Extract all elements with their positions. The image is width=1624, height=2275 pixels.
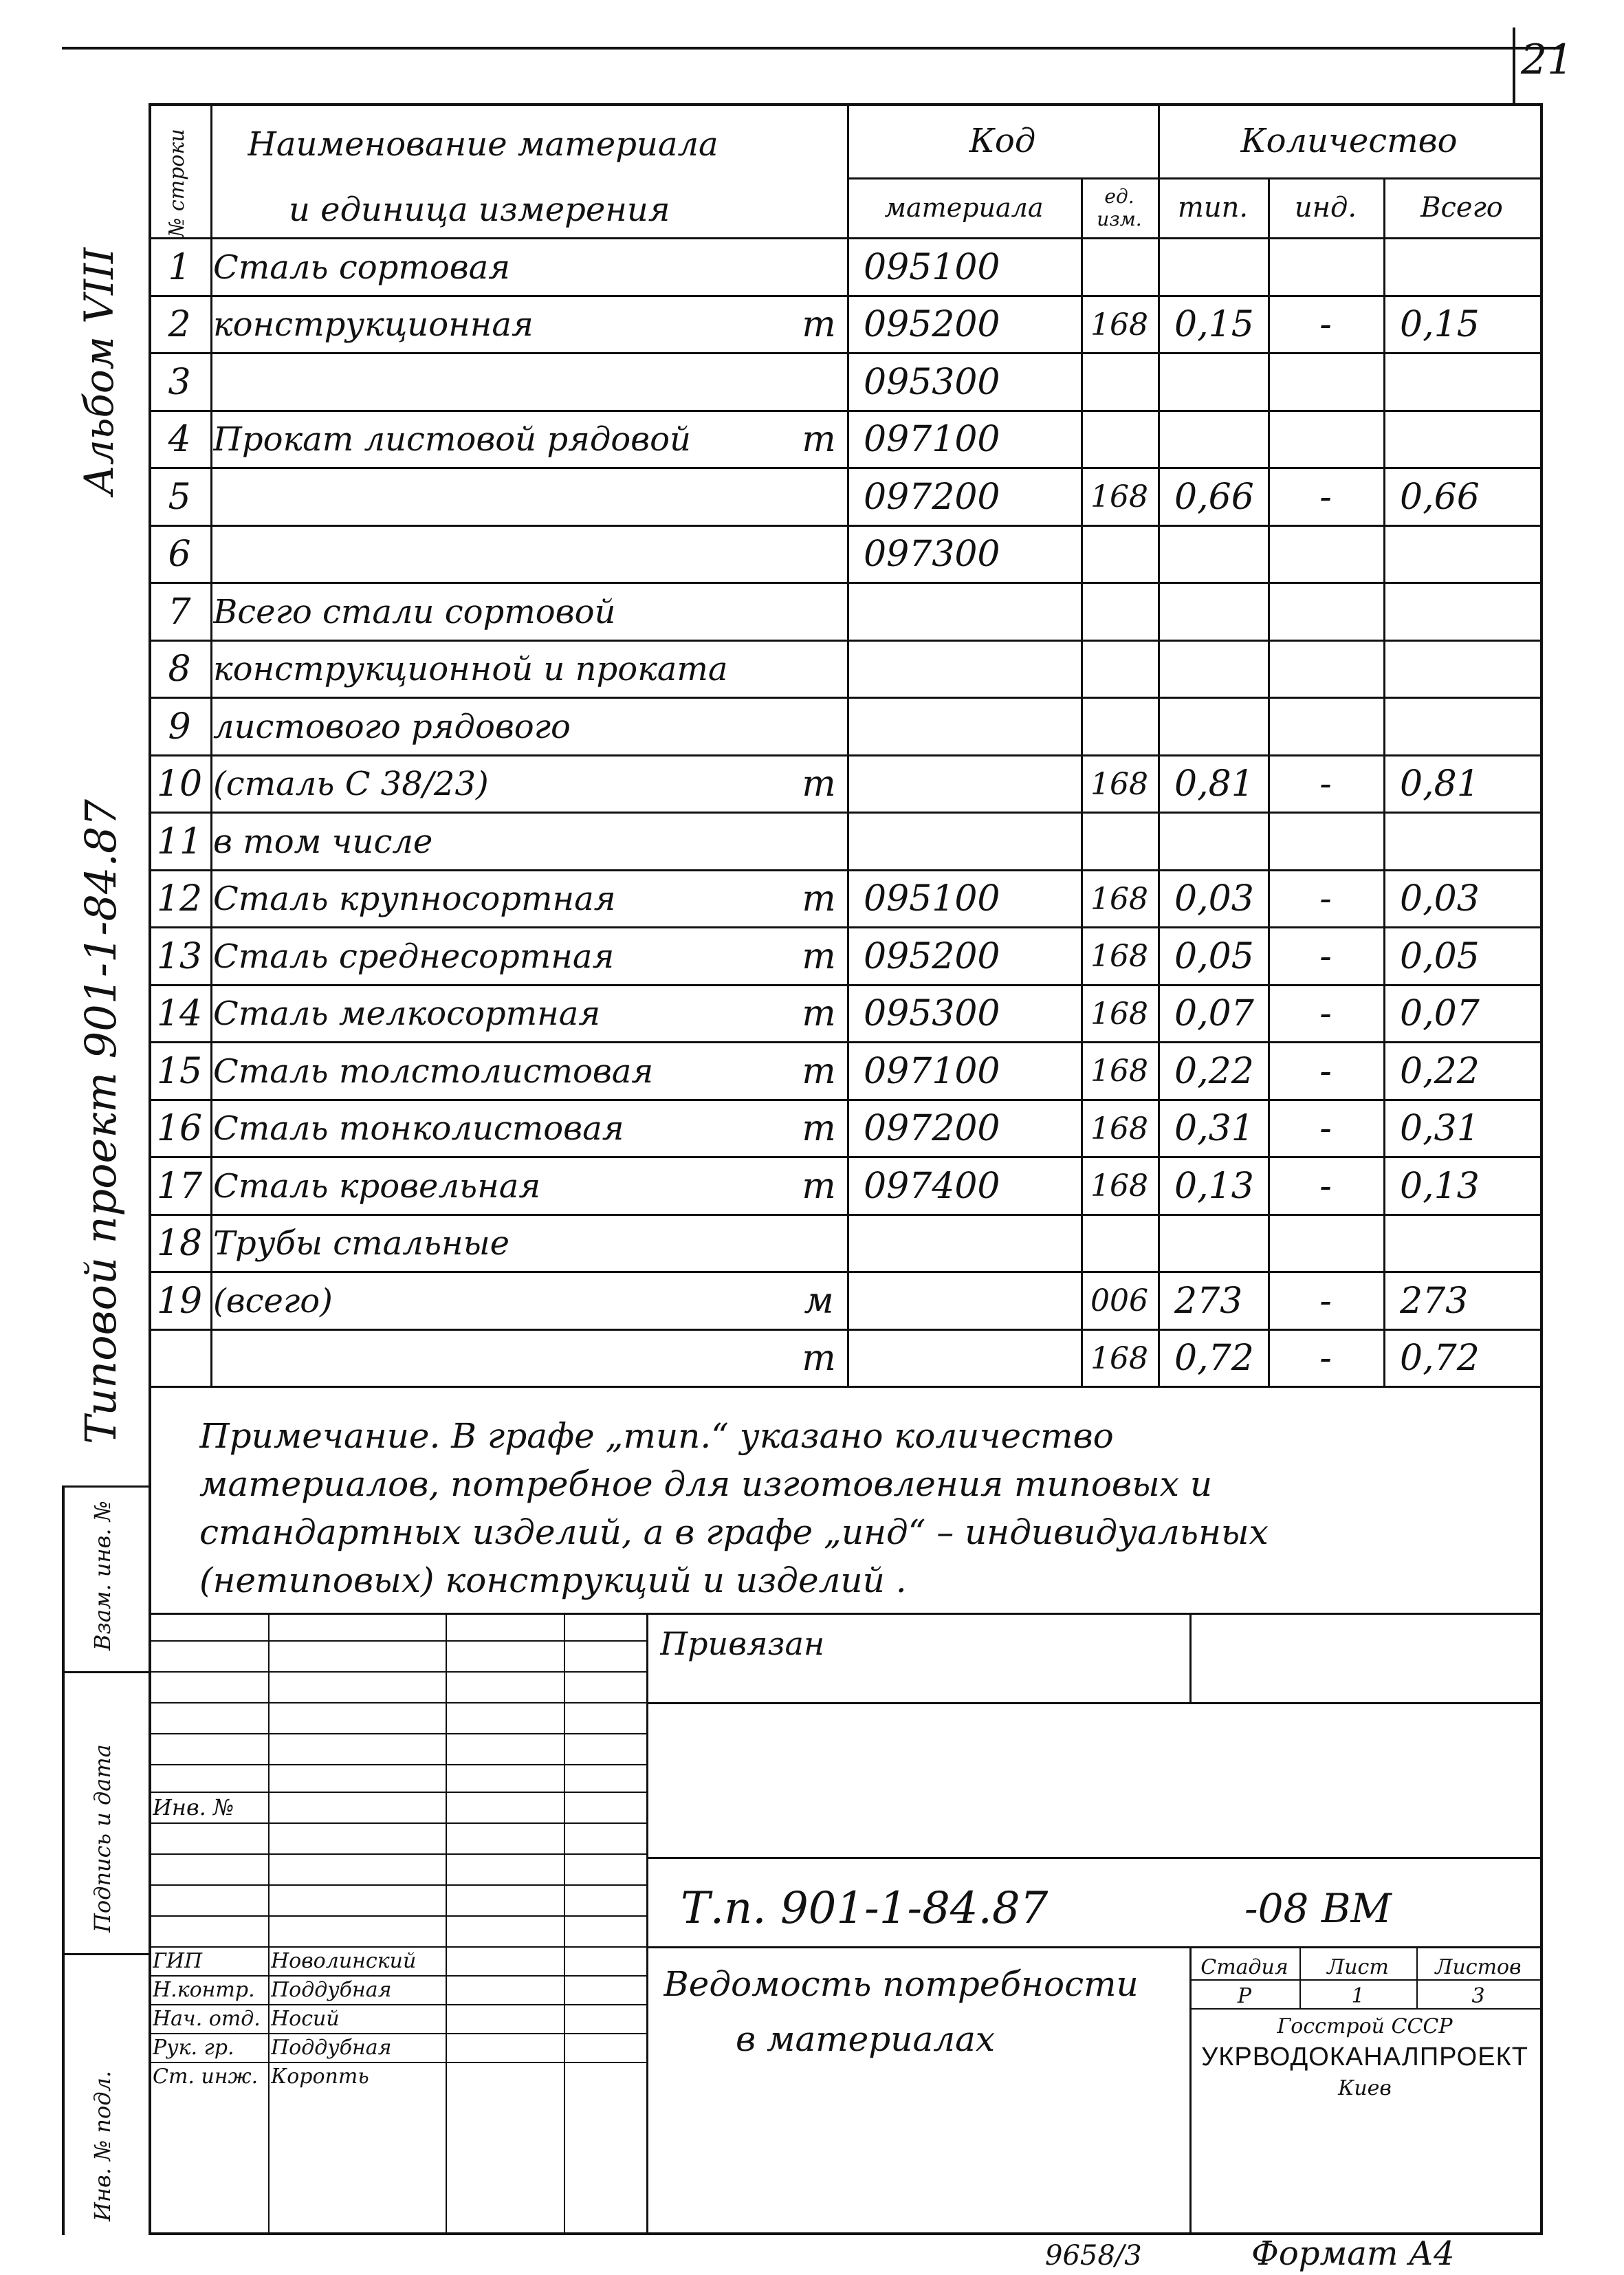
title-block-line bbox=[149, 1640, 646, 1642]
grid-hline-row bbox=[149, 1099, 1540, 1101]
frame-right-line bbox=[1540, 103, 1543, 2235]
cell-name bbox=[213, 1333, 791, 1385]
grid-hline-row bbox=[149, 525, 1540, 527]
cell-ind bbox=[1268, 586, 1383, 638]
cell-u: т bbox=[802, 419, 836, 461]
cell-ed bbox=[1081, 414, 1158, 466]
cell-ind bbox=[1268, 701, 1383, 753]
cell-n: 5 bbox=[168, 476, 191, 518]
title-block-line bbox=[149, 1822, 646, 1824]
cell-code: 095300 bbox=[864, 361, 1000, 403]
tb-doc-code: Т.п. 901-1-84.87 bbox=[681, 1883, 1049, 1934]
cell-typ: 0,13 bbox=[1174, 1165, 1254, 1207]
cell-ed bbox=[1081, 356, 1158, 409]
header-row-no: № строки bbox=[165, 129, 189, 237]
cell-n: 7 bbox=[168, 591, 191, 633]
cell-ed bbox=[1081, 529, 1158, 581]
tb-role: Н.контр. bbox=[153, 1977, 255, 2002]
grid-hline-row bbox=[149, 869, 1540, 871]
cell-ed bbox=[1081, 1218, 1158, 1270]
cell-name: Сталь кровельная bbox=[213, 1166, 541, 1206]
cell-n: 10 bbox=[156, 763, 203, 805]
cell-code: 097100 bbox=[864, 1050, 1000, 1092]
cell-ind bbox=[1268, 1218, 1383, 1270]
cell-n: 13 bbox=[156, 935, 203, 977]
cell-u bbox=[791, 1218, 847, 1270]
title-block-line bbox=[149, 1733, 646, 1734]
cell-u bbox=[791, 241, 847, 294]
cell-typ: 0,31 bbox=[1174, 1108, 1254, 1150]
tb-doc-title-2: в материалах bbox=[736, 2019, 996, 2059]
grid-hline-row bbox=[149, 410, 1540, 412]
cell-total: 0,03 bbox=[1400, 878, 1480, 920]
cell-total: 0,66 bbox=[1400, 476, 1480, 518]
cell-total bbox=[1400, 241, 1540, 294]
cell-n: 8 bbox=[168, 649, 191, 690]
title-block-line bbox=[268, 1613, 270, 2232]
title-block-line bbox=[149, 1702, 646, 1703]
tb-name: Носий bbox=[271, 2006, 340, 2031]
album-label: Альбом VIII bbox=[76, 248, 122, 495]
grid-hline-row bbox=[149, 1041, 1540, 1043]
cell-total: 0,13 bbox=[1400, 1165, 1480, 1207]
title-block-line bbox=[149, 1671, 646, 1673]
cell-u bbox=[791, 644, 847, 696]
cell-code: 097300 bbox=[864, 534, 1000, 576]
cell-u: т bbox=[802, 935, 836, 977]
cell-typ bbox=[1174, 644, 1268, 696]
cell-code: 095100 bbox=[864, 878, 1000, 920]
footer-format: Формат А4 bbox=[1251, 2235, 1455, 2272]
cell-n: 17 bbox=[156, 1165, 203, 1207]
cell-code: 095300 bbox=[864, 993, 1000, 1035]
note-line-2: материалов, потребное для изготовления типовых и bbox=[199, 1464, 1213, 1504]
cell-ind: - bbox=[1319, 1280, 1332, 1322]
title-block-line bbox=[149, 1915, 646, 1917]
grid-hline-row bbox=[149, 697, 1540, 699]
cell-name bbox=[213, 471, 791, 523]
cell-ind bbox=[1268, 356, 1383, 409]
cell-ind: - bbox=[1319, 476, 1332, 518]
tb-role: Рук. гр. bbox=[153, 2035, 234, 2060]
cell-typ: 0,66 bbox=[1174, 476, 1254, 518]
tb-sheets-label: Листов bbox=[1435, 1955, 1522, 1979]
cell-ed: 168 bbox=[1090, 307, 1148, 342]
tb-org-2: УКРВОДОКАНАЛПРОЕКТ bbox=[1201, 2043, 1528, 2071]
cell-typ: 0,03 bbox=[1174, 878, 1254, 920]
title-block-line bbox=[149, 1613, 1540, 1615]
title-block-line bbox=[149, 1884, 646, 1886]
cell-total: 0,07 bbox=[1400, 993, 1480, 1035]
grid-hline-row bbox=[149, 1271, 1540, 1273]
cell-typ bbox=[1174, 586, 1268, 638]
cell-ind: - bbox=[1319, 1050, 1332, 1092]
cell-total bbox=[1400, 414, 1540, 466]
cell-ed: 168 bbox=[1090, 939, 1148, 975]
tb-stage: Р bbox=[1237, 1983, 1252, 2008]
tb-org-1: Госстрой СССР bbox=[1277, 2014, 1453, 2038]
side-stamp-sep3 bbox=[62, 1953, 151, 1955]
header-total: Всего bbox=[1420, 192, 1503, 224]
cell-ind: - bbox=[1319, 1165, 1332, 1207]
header-quantity: Количество bbox=[1240, 122, 1458, 160]
cell-total bbox=[1400, 701, 1540, 753]
cell-typ: 0,72 bbox=[1174, 1338, 1254, 1380]
title-block-line bbox=[646, 1857, 1540, 1859]
cell-ed: 168 bbox=[1090, 1340, 1148, 1376]
grid-hline-header bbox=[847, 177, 1540, 179]
cell-name: конструкционная bbox=[213, 305, 534, 345]
cell-typ bbox=[1174, 529, 1268, 581]
cell-code bbox=[864, 644, 1081, 696]
cell-total bbox=[1400, 1218, 1540, 1270]
cell-n: 3 bbox=[168, 361, 191, 403]
tb-doc-suffix: -08 ВМ bbox=[1244, 1885, 1392, 1932]
title-block-line bbox=[646, 1946, 1540, 1948]
side-stamp-inv: Инв. № подл. bbox=[89, 2070, 116, 2221]
cell-u: т bbox=[802, 1050, 836, 1092]
tb-privyazan: Привязан bbox=[660, 1625, 825, 1662]
grid-hline-row bbox=[149, 582, 1540, 584]
cell-n: 19 bbox=[156, 1280, 203, 1322]
cell-n bbox=[149, 1333, 210, 1385]
side-stamp-podpis: Подпись и дата bbox=[89, 1744, 116, 1933]
grid-hline-row bbox=[149, 1156, 1540, 1158]
cell-n: 9 bbox=[168, 706, 191, 748]
tb-name: Коропть bbox=[271, 2064, 369, 2089]
cell-n: 14 bbox=[156, 993, 203, 1035]
grid-hline-row bbox=[149, 467, 1540, 469]
cell-name: (всего) bbox=[213, 1281, 333, 1320]
cell-u: т bbox=[802, 993, 836, 1035]
side-stamp-left bbox=[62, 1485, 65, 2235]
page-number: 21 bbox=[1521, 36, 1574, 84]
cell-name: листового рядового bbox=[213, 707, 571, 746]
cell-name bbox=[213, 356, 791, 409]
tb-name: Новолинский bbox=[271, 1948, 417, 1973]
cell-name: Прокат листовой рядовой bbox=[213, 420, 691, 459]
cell-ind: - bbox=[1319, 1338, 1332, 1380]
cell-name: в том числе bbox=[213, 822, 433, 861]
grid-hline-header-bottom bbox=[149, 237, 1540, 239]
cell-ed: 168 bbox=[1090, 996, 1148, 1032]
cell-ind: - bbox=[1319, 935, 1332, 977]
cell-n: 2 bbox=[168, 304, 191, 346]
cell-typ: 0,15 bbox=[1174, 304, 1254, 346]
header-name-line1: Наименование материала bbox=[248, 125, 718, 164]
side-stamp-sep1 bbox=[62, 1485, 151, 1488]
cell-code bbox=[864, 1218, 1081, 1270]
grid-hline-row bbox=[149, 1386, 1540, 1388]
cell-code: 097100 bbox=[864, 419, 1000, 461]
cell-u: т bbox=[802, 304, 836, 346]
header-typ: тип. bbox=[1177, 192, 1249, 224]
note-line-4: (нетиповых) конструкций и изделий . bbox=[199, 1560, 907, 1600]
cell-total: 0,81 bbox=[1400, 763, 1480, 805]
cell-code: 097200 bbox=[864, 476, 1000, 518]
cell-ind bbox=[1268, 414, 1383, 466]
cell-ed: 168 bbox=[1090, 1168, 1148, 1204]
cell-n: 11 bbox=[156, 820, 203, 862]
cell-code bbox=[864, 586, 1081, 638]
cell-n: 15 bbox=[156, 1050, 203, 1092]
cell-name: Трубы стальные bbox=[213, 1224, 510, 1263]
title-block-line bbox=[646, 1702, 1540, 1704]
cell-ed: 168 bbox=[1090, 881, 1148, 917]
cell-typ: 273 bbox=[1174, 1280, 1243, 1322]
cell-ind bbox=[1268, 241, 1383, 294]
cell-name bbox=[213, 529, 791, 581]
cell-code bbox=[864, 701, 1081, 753]
tb-stage-label: Стадия bbox=[1200, 1955, 1288, 1979]
header-material: материала bbox=[884, 193, 1044, 223]
header-code: Код bbox=[969, 122, 1036, 160]
side-stamp-vzam: Взам. инв. № bbox=[89, 1501, 116, 1651]
cell-u bbox=[791, 586, 847, 638]
cell-code bbox=[864, 1333, 1081, 1385]
cell-ed bbox=[1081, 701, 1158, 753]
cell-code bbox=[864, 1275, 1081, 1327]
cell-typ bbox=[1174, 414, 1268, 466]
cell-typ bbox=[1174, 816, 1268, 868]
grid-hline-row bbox=[149, 754, 1540, 756]
cell-code bbox=[864, 759, 1081, 811]
tb-inv-no: Инв. № bbox=[153, 1794, 234, 1820]
grid-hline-row bbox=[149, 352, 1540, 354]
cell-total: 0,22 bbox=[1400, 1050, 1480, 1092]
cell-name: Всего стали сортовой bbox=[213, 592, 616, 631]
top-border-line bbox=[62, 47, 1561, 50]
cell-total bbox=[1400, 644, 1540, 696]
cell-u bbox=[791, 701, 847, 753]
cell-ed: 168 bbox=[1090, 1111, 1148, 1146]
cell-total bbox=[1400, 586, 1540, 638]
tb-sheet: 1 bbox=[1351, 1983, 1365, 2008]
cell-typ: 0,22 bbox=[1174, 1050, 1254, 1092]
note-line-1: Примечание. В графе „тип.“ указано количество bbox=[199, 1416, 1114, 1456]
cell-u bbox=[791, 356, 847, 409]
cell-total bbox=[1400, 816, 1540, 868]
title-block-line bbox=[1189, 1613, 1192, 1702]
tb-doc-title-1: Ведомость потребности bbox=[663, 1964, 1139, 2004]
grid-hline-row bbox=[149, 640, 1540, 642]
header-ind: инд. bbox=[1294, 192, 1357, 224]
footer-number: 9658/3 bbox=[1045, 2240, 1142, 2272]
cell-ed bbox=[1081, 816, 1158, 868]
title-block-line bbox=[149, 1764, 646, 1765]
tb-name: Поддубная bbox=[271, 1977, 392, 2002]
cell-typ: 0,81 bbox=[1174, 763, 1254, 805]
cell-u: т bbox=[802, 1108, 836, 1150]
cell-u: м bbox=[804, 1280, 834, 1322]
cell-ed: 168 bbox=[1090, 479, 1148, 515]
cell-ind bbox=[1268, 816, 1383, 868]
cell-n: 16 bbox=[156, 1108, 203, 1150]
cell-ind: - bbox=[1319, 993, 1332, 1035]
cell-ind bbox=[1268, 644, 1383, 696]
tb-role: ГИП bbox=[153, 1948, 203, 1973]
cell-total: 0,15 bbox=[1400, 304, 1480, 346]
title-block-line bbox=[446, 1613, 447, 2232]
grid-vline bbox=[1383, 177, 1385, 1386]
cell-name: Сталь тонколистовая bbox=[213, 1109, 624, 1149]
cell-ed: 168 bbox=[1090, 1054, 1148, 1089]
cell-ed: 006 bbox=[1090, 1283, 1148, 1319]
header-unit: ед. изм. bbox=[1097, 185, 1142, 230]
cell-n: 1 bbox=[168, 246, 191, 288]
page-number-box-left bbox=[1513, 28, 1515, 103]
cell-typ: 0,05 bbox=[1174, 935, 1254, 977]
grid-hline-row bbox=[149, 295, 1540, 297]
grid-hline-row bbox=[149, 812, 1540, 814]
cell-typ: 0,07 bbox=[1174, 993, 1254, 1035]
grid-hline-row bbox=[149, 984, 1540, 986]
cell-n: 18 bbox=[156, 1223, 203, 1265]
cell-u bbox=[791, 529, 847, 581]
title-block-line bbox=[646, 1613, 648, 2235]
header-name-line2: и единица измерения bbox=[289, 191, 670, 229]
cell-total: 0,31 bbox=[1400, 1108, 1480, 1150]
cell-u: т bbox=[802, 1165, 836, 1207]
side-stamp-sep2 bbox=[62, 1671, 151, 1673]
cell-ind: - bbox=[1319, 763, 1332, 805]
cell-u bbox=[791, 816, 847, 868]
cell-ed bbox=[1081, 644, 1158, 696]
cell-u: т bbox=[802, 878, 836, 920]
cell-total bbox=[1400, 529, 1540, 581]
tb-org-3: Киев bbox=[1338, 2076, 1392, 2100]
frame-top-line bbox=[149, 103, 1543, 106]
cell-name: Сталь толстолистовая bbox=[213, 1052, 654, 1091]
cell-u: т bbox=[802, 763, 836, 805]
cell-name: Сталь мелкосортная bbox=[213, 994, 601, 1034]
cell-n: 6 bbox=[168, 534, 191, 576]
cell-name: Сталь крупносортная bbox=[213, 880, 616, 919]
cell-ind bbox=[1268, 529, 1383, 581]
cell-name: (сталь С 38/23) bbox=[213, 765, 489, 804]
cell-code: 097200 bbox=[864, 1108, 1000, 1150]
cell-code: 097400 bbox=[864, 1165, 1000, 1207]
cell-n: 4 bbox=[168, 419, 191, 461]
cell-total: 273 bbox=[1400, 1280, 1469, 1322]
cell-code bbox=[864, 816, 1081, 868]
cell-ind: - bbox=[1319, 1108, 1332, 1150]
cell-ed bbox=[1081, 586, 1158, 638]
cell-ed: 168 bbox=[1090, 766, 1148, 802]
cell-n: 12 bbox=[156, 878, 203, 920]
cell-total: 0,72 bbox=[1400, 1338, 1480, 1380]
tb-role: Ст. инж. bbox=[153, 2064, 259, 2089]
cell-total bbox=[1400, 356, 1540, 409]
tb-sheets: 3 bbox=[1471, 1983, 1485, 2008]
cell-ed bbox=[1081, 241, 1158, 294]
grid-hline-row bbox=[149, 1329, 1540, 1331]
cell-u: т bbox=[802, 1338, 836, 1380]
title-block-line bbox=[564, 1613, 565, 2232]
project-title-vertical: Типовой проект 901-1-84.87 bbox=[76, 799, 126, 1444]
cell-typ bbox=[1174, 701, 1268, 753]
cell-ind: - bbox=[1319, 304, 1332, 346]
tb-sheet-label: Лист bbox=[1327, 1955, 1389, 1979]
cell-name: конструкционной и проката bbox=[213, 650, 728, 689]
cell-name: Сталь среднесортная bbox=[213, 937, 615, 976]
cell-typ bbox=[1174, 356, 1268, 409]
cell-u bbox=[791, 471, 847, 523]
cell-typ bbox=[1174, 1218, 1268, 1270]
cell-name: Сталь сортовая bbox=[213, 248, 511, 287]
note-line-3: стандартных изделий, а в графе „инд“ – индивидуальных bbox=[199, 1512, 1269, 1552]
cell-total: 0,05 bbox=[1400, 935, 1480, 977]
grid-hline-row bbox=[149, 926, 1540, 928]
cell-typ bbox=[1174, 241, 1268, 294]
cell-ind: - bbox=[1319, 878, 1332, 920]
title-block-line bbox=[149, 1853, 646, 1855]
tb-role: Нач. отд. bbox=[153, 2006, 261, 2031]
grid-hline-row bbox=[149, 1214, 1540, 1216]
cell-code: 095200 bbox=[864, 935, 1000, 977]
tb-name: Поддубная bbox=[271, 2035, 392, 2060]
cell-code: 095200 bbox=[864, 304, 1000, 346]
cell-code: 095100 bbox=[864, 246, 1000, 288]
